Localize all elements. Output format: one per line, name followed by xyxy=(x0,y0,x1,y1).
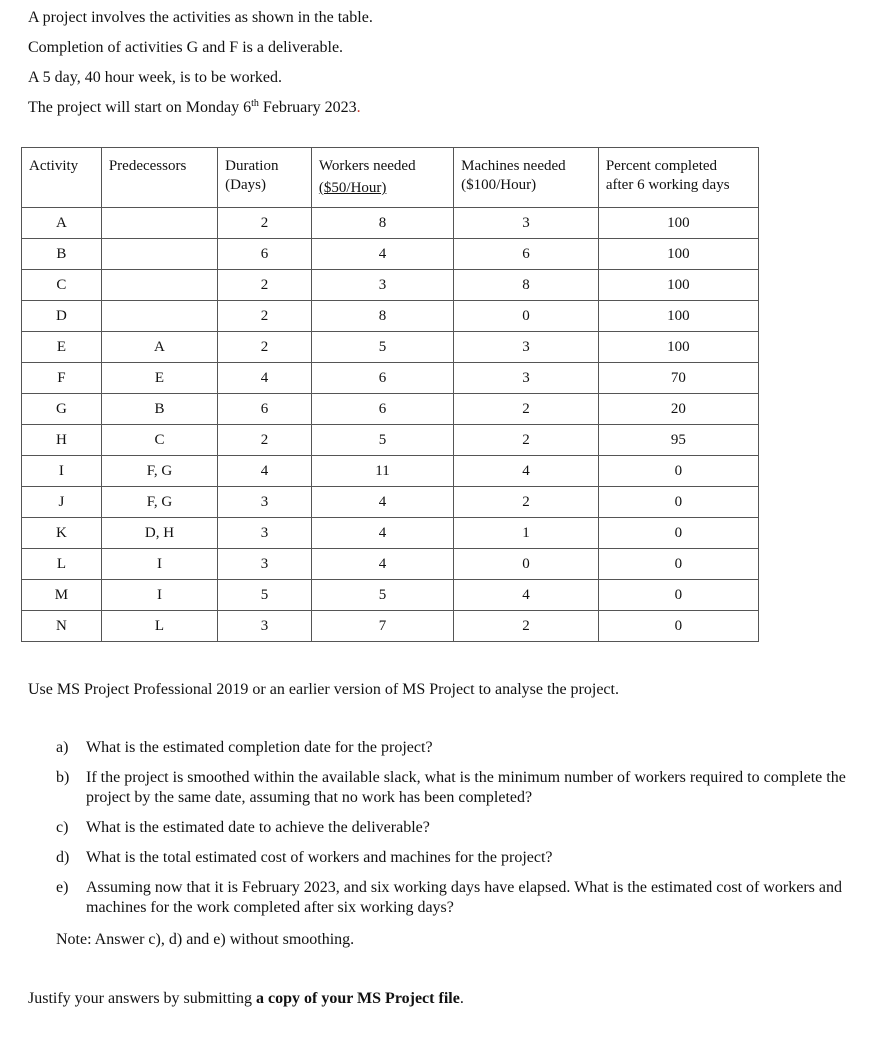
cell-machines: 3 xyxy=(454,363,599,394)
question-marker: d) xyxy=(56,849,70,866)
note-text: Note: Answer c), d) and e) without smoothing. xyxy=(56,931,355,948)
intro xyxy=(28,8,373,128)
cell-machines: 0 xyxy=(454,549,599,580)
table-row xyxy=(22,518,759,549)
cell-pred xyxy=(101,301,217,332)
cell-machines: 3 xyxy=(454,208,599,239)
cell-activity: H xyxy=(22,425,102,456)
cell-machines: 2 xyxy=(454,611,599,642)
cell-workers: 7 xyxy=(311,611,453,642)
justify-end: . xyxy=(459,990,464,1007)
header-percent-label: Percent completed xyxy=(605,158,718,174)
table-row xyxy=(22,270,759,301)
cell-pred: E xyxy=(101,363,217,394)
cell-pred xyxy=(101,270,217,301)
cell-duration: 3 xyxy=(218,518,312,549)
cell-pred xyxy=(101,239,217,270)
question-text: What is the estimated date to achieve the deliverable? xyxy=(86,819,430,836)
cell-pred: B xyxy=(101,394,217,425)
cell-duration: 4 xyxy=(218,456,312,487)
cell-percent: 100 xyxy=(598,270,758,301)
question-text: What is the total estimated cost of workers and machines for the project? xyxy=(86,849,553,866)
table-body xyxy=(22,208,759,642)
cell-duration: 6 xyxy=(218,239,312,270)
cell-duration: 6 xyxy=(218,394,312,425)
cell-machines: 2 xyxy=(454,487,599,518)
cell-workers: 5 xyxy=(311,425,453,456)
cell-pred: I xyxy=(101,549,217,580)
intro-line-2: Completion of activities G and F is a deliverable. xyxy=(28,39,344,56)
cell-duration: 2 xyxy=(218,301,312,332)
cell-pred: F, G xyxy=(101,456,217,487)
start-date-month: February 2023 xyxy=(258,99,357,116)
table-row xyxy=(22,363,759,394)
cell-percent: 0 xyxy=(598,580,758,611)
table-row xyxy=(22,456,759,487)
cell-percent: 70 xyxy=(598,363,758,394)
header-duration-unit: (Days) xyxy=(225,177,266,193)
cell-percent: 95 xyxy=(598,425,758,456)
question-item xyxy=(56,738,846,758)
cell-machines: 2 xyxy=(454,425,599,456)
justify-bold: a copy of your MS Project file xyxy=(256,990,460,1007)
question-item xyxy=(56,848,846,868)
cell-activity: N xyxy=(22,611,102,642)
cell-workers: 8 xyxy=(311,208,453,239)
header-predecessors xyxy=(101,148,217,208)
cell-workers: 6 xyxy=(311,394,453,425)
cell-pred: A xyxy=(101,332,217,363)
cell-activity: E xyxy=(22,332,102,363)
table-row xyxy=(22,580,759,611)
question-marker: a) xyxy=(56,739,69,756)
table-header-row xyxy=(22,148,759,208)
question-text: What is the estimated completion date for the project? xyxy=(86,739,433,756)
cell-pred xyxy=(101,208,217,239)
header-activity xyxy=(22,148,102,208)
header-workers-rate: ($50/Hour) xyxy=(318,180,387,196)
cell-workers: 6 xyxy=(311,363,453,394)
header-predecessors-label: Predecessors xyxy=(108,158,187,174)
cell-workers: 5 xyxy=(311,580,453,611)
cell-pred: I xyxy=(101,580,217,611)
cell-machines: 2 xyxy=(454,394,599,425)
date-superscript: th xyxy=(251,98,259,109)
cell-machines: 4 xyxy=(454,580,599,611)
cell-activity: J xyxy=(22,487,102,518)
question-marker: e) xyxy=(56,879,69,896)
cell-activity: F xyxy=(22,363,102,394)
cell-percent: 100 xyxy=(598,332,758,363)
justify-text xyxy=(28,990,464,1008)
cell-activity: L xyxy=(22,549,102,580)
cell-duration: 2 xyxy=(218,270,312,301)
cell-workers: 4 xyxy=(311,518,453,549)
cell-percent: 0 xyxy=(598,518,758,549)
cell-workers: 11 xyxy=(311,456,453,487)
cell-machines: 8 xyxy=(454,270,599,301)
question-marker: b) xyxy=(56,769,70,786)
intro-line-1: A project involves the activities as shown in the table. xyxy=(28,9,373,26)
cell-percent: 100 xyxy=(598,239,758,270)
table-row xyxy=(22,611,759,642)
question-list xyxy=(56,738,846,928)
header-machines xyxy=(454,148,599,208)
cell-workers: 4 xyxy=(311,487,453,518)
start-date-text: The project will start on Monday 6 xyxy=(28,99,252,116)
cell-duration: 3 xyxy=(218,549,312,580)
cell-machines: 4 xyxy=(454,456,599,487)
table-row xyxy=(22,425,759,456)
cell-percent: 0 xyxy=(598,456,758,487)
header-activity-label: Activity xyxy=(29,158,79,174)
instruction-text: Use MS Project Professional 2019 or an earlier version of MS Project to analyse the project. xyxy=(28,681,619,698)
cell-duration: 2 xyxy=(218,332,312,363)
header-duration xyxy=(218,148,312,208)
justify-pre: Justify your answers by submitting xyxy=(28,990,256,1007)
cell-duration: 3 xyxy=(218,611,312,642)
cell-workers: 4 xyxy=(311,239,453,270)
question-text: Assuming now that it is February 2023, and six working days have elapsed. What is the estimated cost of workers and machines for the work completed after six working days? xyxy=(86,879,843,916)
cell-activity: C xyxy=(22,270,102,301)
cell-pred: D, H xyxy=(101,518,217,549)
cell-machines: 0 xyxy=(454,301,599,332)
cell-workers: 3 xyxy=(311,270,453,301)
question-item xyxy=(56,878,846,918)
cell-duration: 5 xyxy=(218,580,312,611)
cell-activity: M xyxy=(22,580,102,611)
header-machines-rate: ($100/Hour) xyxy=(461,177,537,193)
question-text: If the project is smoothed within the available slack, what is the minimum number of workers required to complete the project by the same date, assuming that no work has been completed? xyxy=(86,769,846,806)
cell-percent: 100 xyxy=(598,301,758,332)
question-item xyxy=(56,818,846,838)
cell-percent: 20 xyxy=(598,394,758,425)
cell-activity: K xyxy=(22,518,102,549)
header-workers-label: Workers needed xyxy=(318,158,416,174)
cell-activity: B xyxy=(22,239,102,270)
table-row xyxy=(22,549,759,580)
cell-activity: I xyxy=(22,456,102,487)
header-workers xyxy=(311,148,453,208)
trailing-period: . xyxy=(356,99,361,116)
cell-pred: C xyxy=(101,425,217,456)
cell-percent: 0 xyxy=(598,611,758,642)
cell-workers: 4 xyxy=(311,549,453,580)
cell-pred: F, G xyxy=(101,487,217,518)
cell-duration: 3 xyxy=(218,487,312,518)
cell-activity: G xyxy=(22,394,102,425)
cell-workers: 5 xyxy=(311,332,453,363)
cell-duration: 2 xyxy=(218,208,312,239)
table-row xyxy=(22,332,759,363)
cell-percent: 0 xyxy=(598,487,758,518)
cell-activity: D xyxy=(22,301,102,332)
cell-machines: 3 xyxy=(454,332,599,363)
cell-workers: 8 xyxy=(311,301,453,332)
header-percent xyxy=(598,148,758,208)
header-duration-label: Duration xyxy=(225,158,279,174)
cell-duration: 4 xyxy=(218,363,312,394)
header-machines-label: Machines needed xyxy=(461,158,566,174)
table-row xyxy=(22,239,759,270)
table-row xyxy=(22,208,759,239)
header-percent-sub: after 6 working days xyxy=(605,177,730,193)
question-item xyxy=(56,768,846,808)
table-row xyxy=(22,487,759,518)
intro-line-4 xyxy=(28,98,373,128)
cell-machines: 6 xyxy=(454,239,599,270)
cell-activity: A xyxy=(22,208,102,239)
intro-line-3: A 5 day, 40 hour week, is to be worked. xyxy=(28,69,283,86)
cell-percent: 0 xyxy=(598,549,758,580)
cell-pred: L xyxy=(101,611,217,642)
activity-table xyxy=(21,147,759,642)
question-marker: c) xyxy=(56,819,69,836)
cell-duration: 2 xyxy=(218,425,312,456)
cell-percent: 100 xyxy=(598,208,758,239)
table-row xyxy=(22,301,759,332)
cell-machines: 1 xyxy=(454,518,599,549)
table-row xyxy=(22,394,759,425)
